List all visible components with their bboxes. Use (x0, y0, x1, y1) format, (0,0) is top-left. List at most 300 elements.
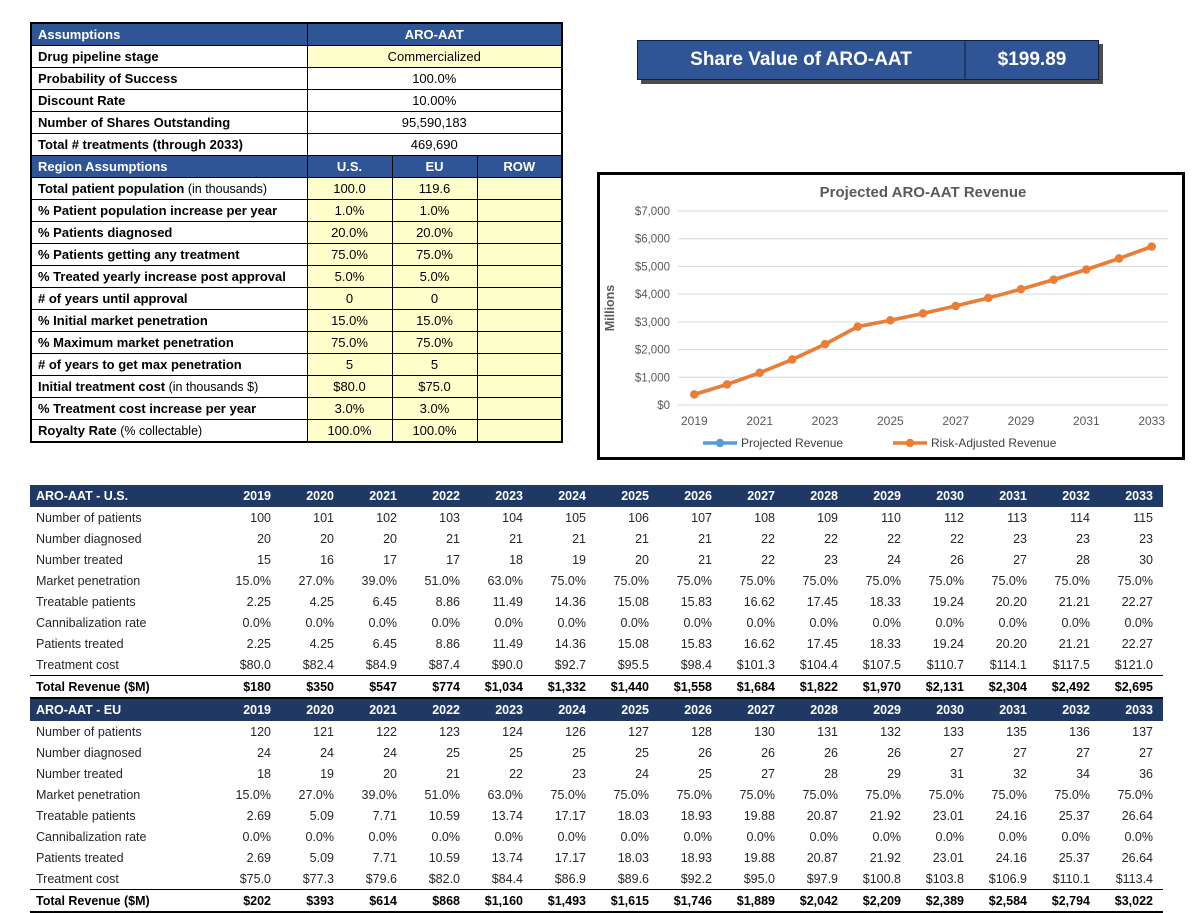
row-label: Patients treated (36, 636, 124, 651)
cell-value: 24.16 (995, 808, 1027, 823)
cell-value: $2,695 (1100, 676, 1163, 699)
cell-value: 0.0% (1124, 615, 1153, 630)
year-header: 2021 (344, 485, 407, 507)
cell-value: 15.0% (235, 787, 271, 802)
cell-value: 18 (509, 552, 523, 567)
assumptions-header-row (31, 23, 562, 46)
cell-value: 10.59 (428, 850, 460, 865)
region-col-eu: EU (392, 156, 477, 178)
cell-value: 15.83 (680, 636, 712, 651)
cell-value: 23 (1076, 531, 1090, 546)
cell-value: 31 (950, 766, 964, 781)
row-label: Market penetration (36, 787, 141, 802)
cell-value: $1,822 (785, 676, 848, 699)
cell-value: $95.0 (743, 871, 775, 886)
cell-value: $1,558 (659, 676, 722, 699)
row-label: Number treated (36, 766, 123, 781)
row-label: Treatment cost (36, 871, 119, 886)
cell-value: 11.49 (492, 636, 523, 651)
assumption-label: # of years until approval (31, 288, 307, 310)
cell-value: 130 (754, 724, 775, 739)
cell-value: $1,440 (596, 676, 659, 699)
cell-value: 36 (1139, 766, 1153, 781)
cell-value: $79.6 (365, 871, 397, 886)
cell-value: 75.0% (676, 787, 712, 802)
cell-value: 29 (887, 766, 901, 781)
total-revenue-row (30, 676, 1163, 699)
metric-row (30, 784, 1163, 805)
region-col-us: U.S. (307, 156, 392, 178)
region-value-us[interactable]: 100.0 (307, 178, 392, 200)
year-header: 2029 (848, 485, 911, 507)
cell-value: 75.0% (928, 787, 964, 802)
cell-value: 0.0% (620, 829, 649, 844)
year-header: 2024 (533, 699, 596, 721)
cell-value: 27 (950, 745, 964, 760)
year-header: 2022 (407, 699, 470, 721)
cell-value: 18.33 (869, 594, 901, 609)
svg-text:2031: 2031 (1072, 414, 1100, 428)
year-header: 2028 (785, 485, 848, 507)
assumption-label: % Treated yearly increase post approval (31, 266, 307, 288)
cell-value: $113.4 (1115, 871, 1153, 886)
assumption-label: Number of Shares Outstanding (31, 112, 307, 134)
region-assumption-row (31, 288, 562, 310)
cell-value: 26.64 (1121, 808, 1153, 823)
region-value-eu[interactable]: 0 (392, 288, 477, 310)
cell-value: 0.0% (872, 615, 901, 630)
assumption-value-cell[interactable]: Commercialized (307, 46, 562, 68)
cell-value: 18.03 (617, 850, 649, 865)
cell-value: $1,615 (596, 890, 659, 913)
cell-value: 26 (824, 745, 838, 760)
cell-value: 20.20 (995, 636, 1027, 651)
cell-value: $3,022 (1100, 890, 1163, 913)
cell-value: $98.4 (680, 657, 712, 672)
region-assumption-row (31, 354, 562, 376)
cell-value: 23 (572, 766, 586, 781)
region-value-eu[interactable]: 5 (392, 354, 477, 376)
region-value-row[interactable] (477, 420, 562, 443)
cell-value: 21 (446, 766, 460, 781)
cell-value: $2,389 (911, 890, 974, 913)
eu-table-title: ARO-AAT - EU (30, 699, 218, 721)
region-value-eu[interactable]: 75.0% (392, 244, 477, 266)
cell-value: $82.4 (302, 657, 334, 672)
cell-value: 0.0% (998, 829, 1027, 844)
region-value-row[interactable] (477, 332, 562, 354)
svg-text:$0: $0 (657, 400, 670, 412)
metric-row (30, 654, 1163, 676)
cell-value: $92.7 (554, 657, 586, 672)
cell-value: 106 (628, 510, 649, 525)
row-label: Patients treated (36, 850, 124, 865)
assumption-row (31, 134, 562, 156)
cell-value: 23 (1013, 531, 1027, 546)
cell-value: $1,970 (848, 676, 911, 699)
cell-value: $393 (281, 890, 344, 913)
cell-value: $104.4 (799, 657, 838, 672)
cell-value: 0.0% (431, 829, 460, 844)
region-value-eu[interactable]: 15.0% (392, 310, 477, 332)
metric-row (30, 826, 1163, 847)
cell-value: $2,209 (848, 890, 911, 913)
year-header: 2033 (1100, 485, 1163, 507)
cell-value: $2,304 (974, 676, 1037, 699)
cell-value: $547 (344, 676, 407, 699)
cell-value: 23 (824, 552, 838, 567)
cell-value: 75.0% (676, 573, 712, 588)
region-assumptions-header-row (31, 156, 562, 178)
cell-value: 19.88 (743, 808, 775, 823)
region-value-eu[interactable]: 1.0% (392, 200, 477, 222)
cell-value: 20.87 (806, 850, 838, 865)
cell-value: 75.0% (865, 787, 901, 802)
cell-value: 23 (1139, 531, 1153, 546)
cell-value: 20 (383, 531, 397, 546)
assumption-row (31, 90, 562, 112)
cell-value: 0.0% (872, 829, 901, 844)
cell-value: 15.83 (680, 594, 712, 609)
cell-value: 25.37 (1058, 850, 1090, 865)
svg-text:Projected Revenue: Projected Revenue (741, 436, 844, 450)
cell-value: 131 (817, 724, 838, 739)
cell-value: 25.37 (1058, 808, 1090, 823)
cell-value: $1,889 (722, 890, 785, 913)
year-header: 2025 (596, 485, 659, 507)
svg-text:2019: 2019 (680, 414, 708, 428)
region-value-row[interactable] (477, 310, 562, 332)
cell-value: 2.69 (246, 808, 271, 823)
cell-value: 27 (1013, 552, 1027, 567)
region-value-us[interactable]: 75.0% (307, 244, 392, 266)
cell-value: $2,131 (911, 676, 974, 699)
share-value-box (637, 40, 1099, 80)
cell-value: 75.0% (613, 573, 649, 588)
year-header: 2031 (974, 699, 1037, 721)
region-value-us[interactable]: 15.0% (307, 310, 392, 332)
svg-text:Projected ARO-AAT Revenue: Projected ARO-AAT Revenue (819, 184, 1027, 201)
year-header: 2024 (533, 485, 596, 507)
cell-value: 20 (635, 552, 649, 567)
cell-value: 21 (635, 531, 649, 546)
cell-value: 26 (950, 552, 964, 567)
assumption-value-cell: 95,590,183 (307, 112, 562, 134)
assumption-label: Discount Rate (31, 90, 307, 112)
region-value-us[interactable]: 100.0% (307, 420, 392, 443)
cell-value: $80.0 (239, 657, 271, 672)
cell-value: 22.27 (1121, 594, 1153, 609)
cell-value: 0.0% (620, 615, 649, 630)
cell-value: 0.0% (746, 829, 775, 844)
cell-value: 21.21 (1058, 594, 1090, 609)
region-value-row[interactable] (477, 266, 562, 288)
cell-value: 2.25 (246, 636, 271, 651)
year-header: 2030 (911, 699, 974, 721)
region-assumption-row (31, 398, 562, 420)
metric-row (30, 570, 1163, 591)
cell-value: 109 (817, 510, 838, 525)
cell-value: 17.45 (806, 594, 838, 609)
cell-value: 137 (1132, 724, 1153, 739)
assumption-label: Probability of Success (31, 68, 307, 90)
region-assumption-row (31, 178, 562, 200)
assumption-label: % Maximum market penetration (31, 332, 307, 354)
cell-value: 115 (1133, 510, 1153, 525)
year-header: 2028 (785, 699, 848, 721)
cell-value: 17.17 (554, 808, 586, 823)
region-assumption-row (31, 376, 562, 398)
assumption-label: % Patient population increase per year (31, 200, 307, 222)
assumption-label: Royalty Rate (% collectable) (31, 420, 307, 443)
cell-value: $89.6 (617, 871, 649, 886)
row-label: Number of patients (36, 510, 142, 525)
region-value-eu[interactable]: 5.0% (392, 266, 477, 288)
assumption-label: Initial treatment cost (in thousands $) (31, 376, 307, 398)
region-value-us[interactable]: 1.0% (307, 200, 392, 222)
cell-value: 21 (509, 531, 523, 546)
cell-value: 25 (572, 745, 586, 760)
cell-value: 15.08 (617, 594, 649, 609)
cell-value: 21 (698, 552, 712, 567)
region-assumption-row (31, 332, 562, 354)
year-header: 2027 (722, 485, 785, 507)
year-header: 2021 (344, 699, 407, 721)
row-label: Number treated (36, 552, 123, 567)
cell-value: $77.3 (302, 871, 334, 886)
cell-value: 18.93 (680, 850, 712, 865)
cell-value: 0.0% (557, 615, 586, 630)
cell-value: 0.0% (998, 615, 1027, 630)
year-header: 2020 (281, 699, 344, 721)
row-label: Cannibalization rate (36, 829, 147, 844)
share-value-amount: $199.89 (964, 41, 1098, 79)
metric-row (30, 868, 1163, 890)
row-label: Treatment cost (36, 657, 119, 672)
cell-value: 15.0% (235, 573, 271, 588)
cell-value: 0.0% (494, 615, 523, 630)
metric-row (30, 612, 1163, 633)
region-value-eu[interactable]: 20.0% (392, 222, 477, 244)
cell-value: 6.45 (372, 594, 397, 609)
cell-value: $1,332 (533, 676, 596, 699)
cell-value: 0.0% (935, 615, 964, 630)
cell-value: 136 (1069, 724, 1090, 739)
year-header: 2030 (911, 485, 974, 507)
row-label: Total Revenue ($M) (30, 890, 218, 913)
year-header: 2032 (1037, 485, 1100, 507)
year-header: 2019 (218, 485, 281, 507)
metric-row (30, 805, 1163, 826)
cell-value: 75.0% (1054, 573, 1090, 588)
cell-value: $114.1 (989, 657, 1027, 672)
year-header: 2023 (470, 485, 533, 507)
cell-value: 0.0% (368, 829, 397, 844)
metric-row (30, 507, 1163, 528)
region-value-eu[interactable]: 3.0% (392, 398, 477, 420)
svg-text:$5,000: $5,000 (634, 261, 670, 274)
svg-text:2021: 2021 (746, 414, 774, 428)
year-header: 2027 (722, 699, 785, 721)
cell-value: 0.0% (746, 615, 775, 630)
cell-value: 122 (376, 724, 397, 739)
cell-value: 13.74 (491, 808, 523, 823)
cell-value: 27 (1139, 745, 1153, 760)
cell-value: 123 (439, 724, 460, 739)
region-value-row[interactable] (477, 354, 562, 376)
cell-value: $90.0 (491, 657, 523, 672)
cell-value: 32 (1013, 766, 1027, 781)
svg-text:$6,000: $6,000 (634, 233, 670, 246)
cell-value: 13.74 (491, 850, 523, 865)
cell-value: $180 (218, 676, 281, 699)
cell-value: 6.45 (372, 636, 397, 651)
cell-value: $84.4 (491, 871, 523, 886)
cell-value: 75.0% (1054, 787, 1090, 802)
cell-value: 22 (761, 552, 775, 567)
assumptions-header-label: Assumptions (31, 23, 307, 46)
cell-value: 0.0% (1061, 615, 1090, 630)
cell-value: 24 (887, 552, 901, 567)
eu-table-header-row (30, 699, 1163, 721)
cell-value: 21.92 (869, 808, 901, 823)
svg-text:$4,000: $4,000 (634, 289, 670, 302)
region-value-eu[interactable]: 100.0% (392, 420, 477, 443)
region-value-eu[interactable]: 75.0% (392, 332, 477, 354)
svg-text:2027: 2027 (942, 414, 970, 428)
metric-row (30, 549, 1163, 570)
cell-value: $95.5 (617, 657, 649, 672)
cell-value: $84.9 (365, 657, 397, 672)
svg-text:Millions: Millions (603, 284, 617, 332)
cell-value: 25 (509, 745, 523, 760)
cell-value: 102 (376, 510, 397, 525)
cell-value: 0.0% (494, 829, 523, 844)
region-value-row[interactable] (477, 376, 562, 398)
cell-value: 15.08 (617, 636, 649, 651)
cell-value: $2,584 (974, 890, 1037, 913)
region-value-us[interactable]: 5.0% (307, 266, 392, 288)
row-label: Cannibalization rate (36, 615, 147, 630)
cell-value: 105 (565, 510, 586, 525)
cell-value: 63.0% (487, 573, 523, 588)
cell-value: 127 (628, 724, 649, 739)
cell-value: 75.0% (739, 787, 775, 802)
metric-row (30, 591, 1163, 612)
assumption-label: # of years to get max penetration (31, 354, 307, 376)
cell-value: 19.24 (932, 594, 964, 609)
cell-value: $774 (407, 676, 470, 699)
cell-value: 15 (257, 552, 271, 567)
cell-value: 30 (1139, 552, 1153, 567)
region-value-us[interactable]: 20.0% (307, 222, 392, 244)
cell-value: $2,794 (1037, 890, 1100, 913)
assumption-value-cell: 10.00% (307, 90, 562, 112)
region-value-eu[interactable]: 119.6 (392, 178, 477, 200)
cell-value: 28 (1076, 552, 1090, 567)
row-label: Market penetration (36, 573, 141, 588)
cell-value: 0.0% (1124, 829, 1153, 844)
cell-value: 17.45 (806, 636, 838, 651)
region-value-us[interactable]: 75.0% (307, 332, 392, 354)
cell-value: 75.0% (550, 573, 586, 588)
cell-value: 25 (698, 766, 712, 781)
cell-value: 26 (761, 745, 775, 760)
cell-value: 19.88 (743, 850, 775, 865)
cell-value: 22 (509, 766, 523, 781)
metric-row (30, 763, 1163, 784)
svg-text:2023: 2023 (811, 414, 839, 428)
cell-value: 8.86 (435, 594, 460, 609)
cell-value: $117.5 (1052, 657, 1090, 672)
region-value-us[interactable]: 0 (307, 288, 392, 310)
cell-value: 120 (250, 724, 271, 739)
svg-text:$1,000: $1,000 (634, 372, 670, 385)
cell-value: $97.9 (806, 871, 838, 886)
cell-value: $110.1 (1052, 871, 1090, 886)
cell-value: 22 (887, 531, 901, 546)
cell-value: 24 (257, 745, 271, 760)
assumption-label: % Initial market penetration (31, 310, 307, 332)
cell-value: 0.0% (242, 829, 271, 844)
cell-value: 18.03 (617, 808, 649, 823)
year-header: 2033 (1100, 699, 1163, 721)
cell-value: 20 (320, 531, 334, 546)
region-value-row[interactable] (477, 398, 562, 420)
region-value-eu[interactable]: $75.0 (392, 376, 477, 398)
cell-value: 75.0% (550, 787, 586, 802)
cell-value: 39.0% (361, 787, 397, 802)
cell-value: 20.20 (995, 594, 1027, 609)
year-header: 2025 (596, 699, 659, 721)
svg-text:$2,000: $2,000 (634, 344, 670, 357)
cell-value: 133 (943, 724, 964, 739)
region-value-row[interactable] (477, 200, 562, 222)
cell-value: 14.36 (554, 594, 586, 609)
region-value-us[interactable]: 3.0% (307, 398, 392, 420)
assumptions-table (30, 22, 563, 443)
cell-value: 75.0% (802, 787, 838, 802)
metric-row (30, 721, 1163, 742)
cell-value: 27.0% (298, 787, 334, 802)
cell-value: $101.3 (736, 657, 775, 672)
region-value-row[interactable] (477, 288, 562, 310)
region-value-row[interactable] (477, 178, 562, 200)
cell-value: 17.17 (554, 850, 586, 865)
cell-value: 126 (565, 724, 586, 739)
cell-value: $92.2 (680, 871, 712, 886)
region-value-row[interactable] (477, 222, 562, 244)
cell-value: $1,684 (722, 676, 785, 699)
cell-value: $106.9 (988, 871, 1027, 886)
cell-value: 18 (257, 766, 271, 781)
region-value-us[interactable]: 5 (307, 354, 392, 376)
cell-value: 75.0% (802, 573, 838, 588)
cell-value: 28 (824, 766, 838, 781)
cell-value: 51.0% (424, 573, 460, 588)
cell-value: 27 (761, 766, 775, 781)
region-value-row[interactable] (477, 244, 562, 266)
region-assumption-row (31, 244, 562, 266)
cell-value: 17 (446, 552, 460, 567)
cell-value: 21 (572, 531, 586, 546)
assumption-label: Drug pipeline stage (31, 46, 307, 68)
cell-value: 24.16 (995, 850, 1027, 865)
cell-value: 0.0% (557, 829, 586, 844)
cell-value: 121 (313, 724, 334, 739)
region-value-us[interactable]: $80.0 (307, 376, 392, 398)
cell-value: 0.0% (809, 615, 838, 630)
